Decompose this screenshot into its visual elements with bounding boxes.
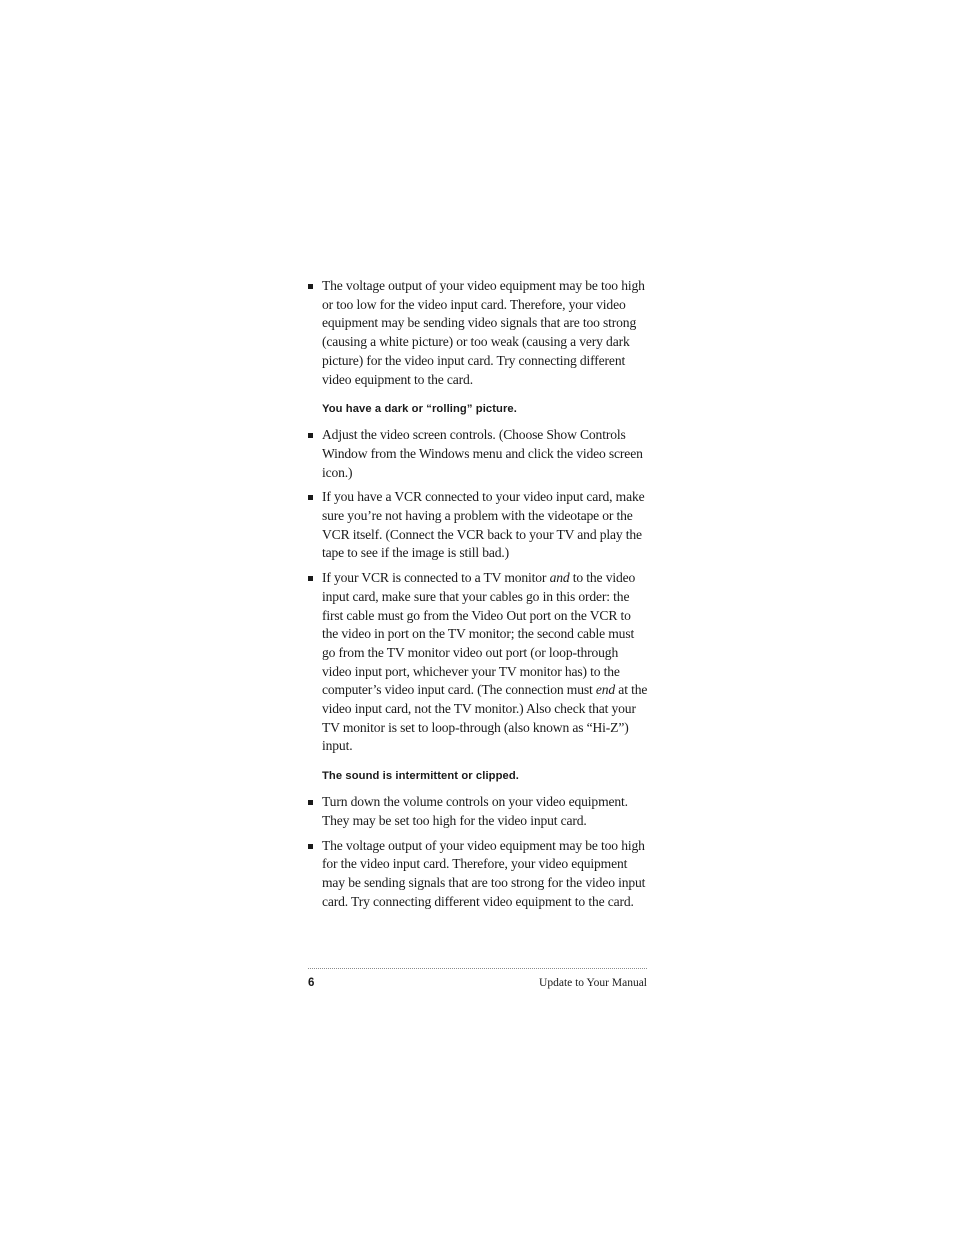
- square-bullet-icon: [308, 576, 313, 581]
- bullet-text: Adjust the video screen controls. (Choose Show Controls Window from the Windows menu and click the video screen icon.): [322, 427, 643, 480]
- running-title: Update to Your Manual: [539, 977, 647, 989]
- bullet-item: [308, 793, 648, 830]
- page-footer: [308, 977, 647, 993]
- square-bullet-icon: [308, 284, 313, 289]
- emphasis-text: end: [595, 682, 616, 698]
- document-body: [308, 277, 648, 917]
- page-number: 6: [308, 977, 315, 989]
- square-bullet-icon: [308, 800, 313, 805]
- section-heading: The sound is intermittent or clipped.: [322, 770, 520, 783]
- bullet-item: [308, 426, 648, 482]
- square-bullet-icon: [308, 844, 313, 849]
- bullet-item: [308, 488, 648, 563]
- bullet-item: [308, 569, 648, 756]
- footer-divider: [308, 968, 647, 969]
- section-heading: You have a dark or “rolling” picture.: [322, 403, 517, 416]
- bullet-item: [308, 277, 648, 389]
- bullet-text: at the video input card, not the TV monitor.) Also check that your TV monitor is set to loop-through (also known as “Hi-Z”) input.: [322, 682, 648, 754]
- bullet-item: [308, 837, 648, 912]
- bullet-text: to the video input card, make sure that your cables go in this order: the first cable must go from the Video Out port on the VCR to the video in port on the TV monitor; the second cable must go from the TV monitor video out port (or loop-through video input port, whichever your TV monitor has) to the computer’s video input card. (The connection must: [322, 570, 636, 698]
- emphasis-text: and: [549, 570, 570, 586]
- bullet-text: If you have a VCR connected to your video input card, make sure you’re not having a problem with the videotape or the VCR itself. (Connect the VCR back to your TV and play the tape to see if the image is still bad.): [322, 489, 645, 561]
- bullet-text: The voltage output of your video equipment may be too high for the video input card. Therefore, your video equipment may be sending signals that are too strong for the video input card. Try connecting different video equipment to the card.: [322, 837, 646, 909]
- square-bullet-icon: [308, 495, 313, 500]
- bullet-text: The voltage output of your video equipment may be too high or too low for the video input card. Therefore, your video equipment may be sending video signals that are too strong (causing a white picture) or too weak (causing a very dark picture) for the video input card. Try connecting different video equipment to the card.: [322, 278, 645, 387]
- bullet-text: If your VCR is connected to a TV monitor: [322, 570, 550, 586]
- bullet-text: Turn down the volume controls on your video equipment. They may be set too high for the video input card.: [322, 794, 628, 828]
- square-bullet-icon: [308, 433, 313, 438]
